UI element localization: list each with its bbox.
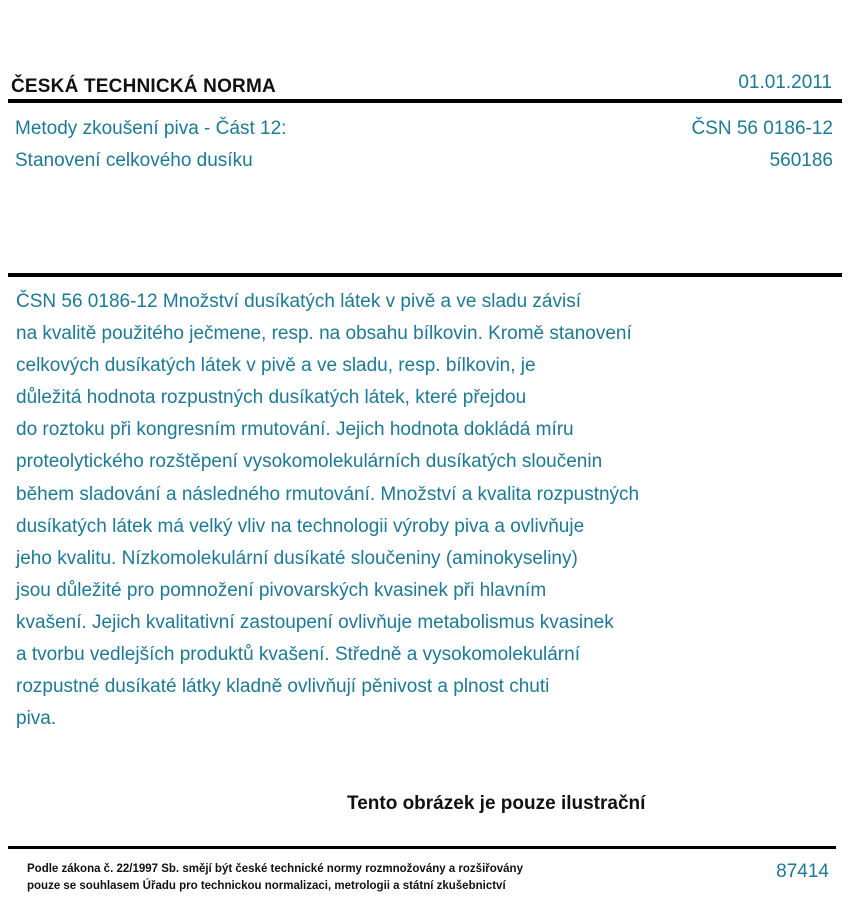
abstract-line: důležitá hodnota rozpustných dusíkatých látek, které přejdou — [16, 387, 527, 409]
abstract-line: do roztoku při kongresním rmutování. Jejich hodnota dokládá míru — [16, 419, 574, 441]
standard-code: ČSN 56 0186-12 — [691, 118, 833, 139]
footer-divider — [8, 846, 836, 849]
header-divider — [8, 99, 842, 103]
section-divider — [8, 273, 842, 277]
abstract-line: během sladování a následného rmutování. Množství a kvalita rozpustných — [16, 483, 640, 505]
standard-title-line2: Stanovení celkového dusíku — [15, 150, 253, 171]
abstract-line: proteolytického rozštěpení vysokomolekulárních dusíkatých sloučenin — [16, 451, 603, 473]
abstract-line: kvašení. Jejich kvalitativní zastoupení ovlivňuje metabolismus kvasinek — [16, 611, 614, 633]
standard-title-line1: Metody zkoušení piva - Část 12: — [15, 118, 287, 139]
abstract-line: jeho kvalitu. Nízkomolekulární dusíkaté sloučeniny (aminokyseliny) — [16, 547, 578, 569]
classification-number: 560186 — [769, 150, 833, 171]
document-type-title: ČESKÁ TECHNICKÁ NORMA — [11, 76, 276, 97]
document-number: 87414 — [776, 861, 829, 882]
abstract-line: a tvorbu vedlejších produktů kvašení. Středně a vysokomolekulární — [16, 644, 580, 666]
abstract-line: na kvalitě použitého ječmene, resp. na obsahu bílkovin. Kromě stanovení — [16, 323, 632, 345]
effective-date: 01.01.2011 — [738, 72, 832, 93]
abstract-line: jsou důležité pro pomnožení pivovarských kvasinek při hlavním — [16, 579, 547, 601]
abstract-line: rozpustné dusíkaté látky kladně ovlivňují pěnivost a plnost chuti — [16, 676, 550, 698]
legal-notice-line2: pouze se souhlasem Úřadu pro technickou normalizaci, metrologii a státní zkušebnictví — [27, 880, 506, 892]
abstract-line: ČSN 56 0186-12 Množství dusíkatých látek v pivě a ve sladu závisí — [16, 291, 581, 312]
abstract-line: celkových dusíkatých látek v pivě a ve sladu, resp. bílkovin, je — [16, 355, 536, 377]
abstract-line: piva. — [16, 708, 57, 730]
legal-notice-line1: Podle zákona č. 22/1997 Sb. smějí být české technické normy rozmnožovány a rozšiřovány — [27, 863, 523, 875]
abstract-line: dusíkatých látek má velký vliv na technologii výroby piva a ovlivňuje — [16, 515, 585, 537]
illustration-caption: Tento obrázek je pouze ilustrační — [347, 793, 646, 814]
abstract-text — [16, 286, 776, 735]
legal-notice — [27, 861, 523, 895]
